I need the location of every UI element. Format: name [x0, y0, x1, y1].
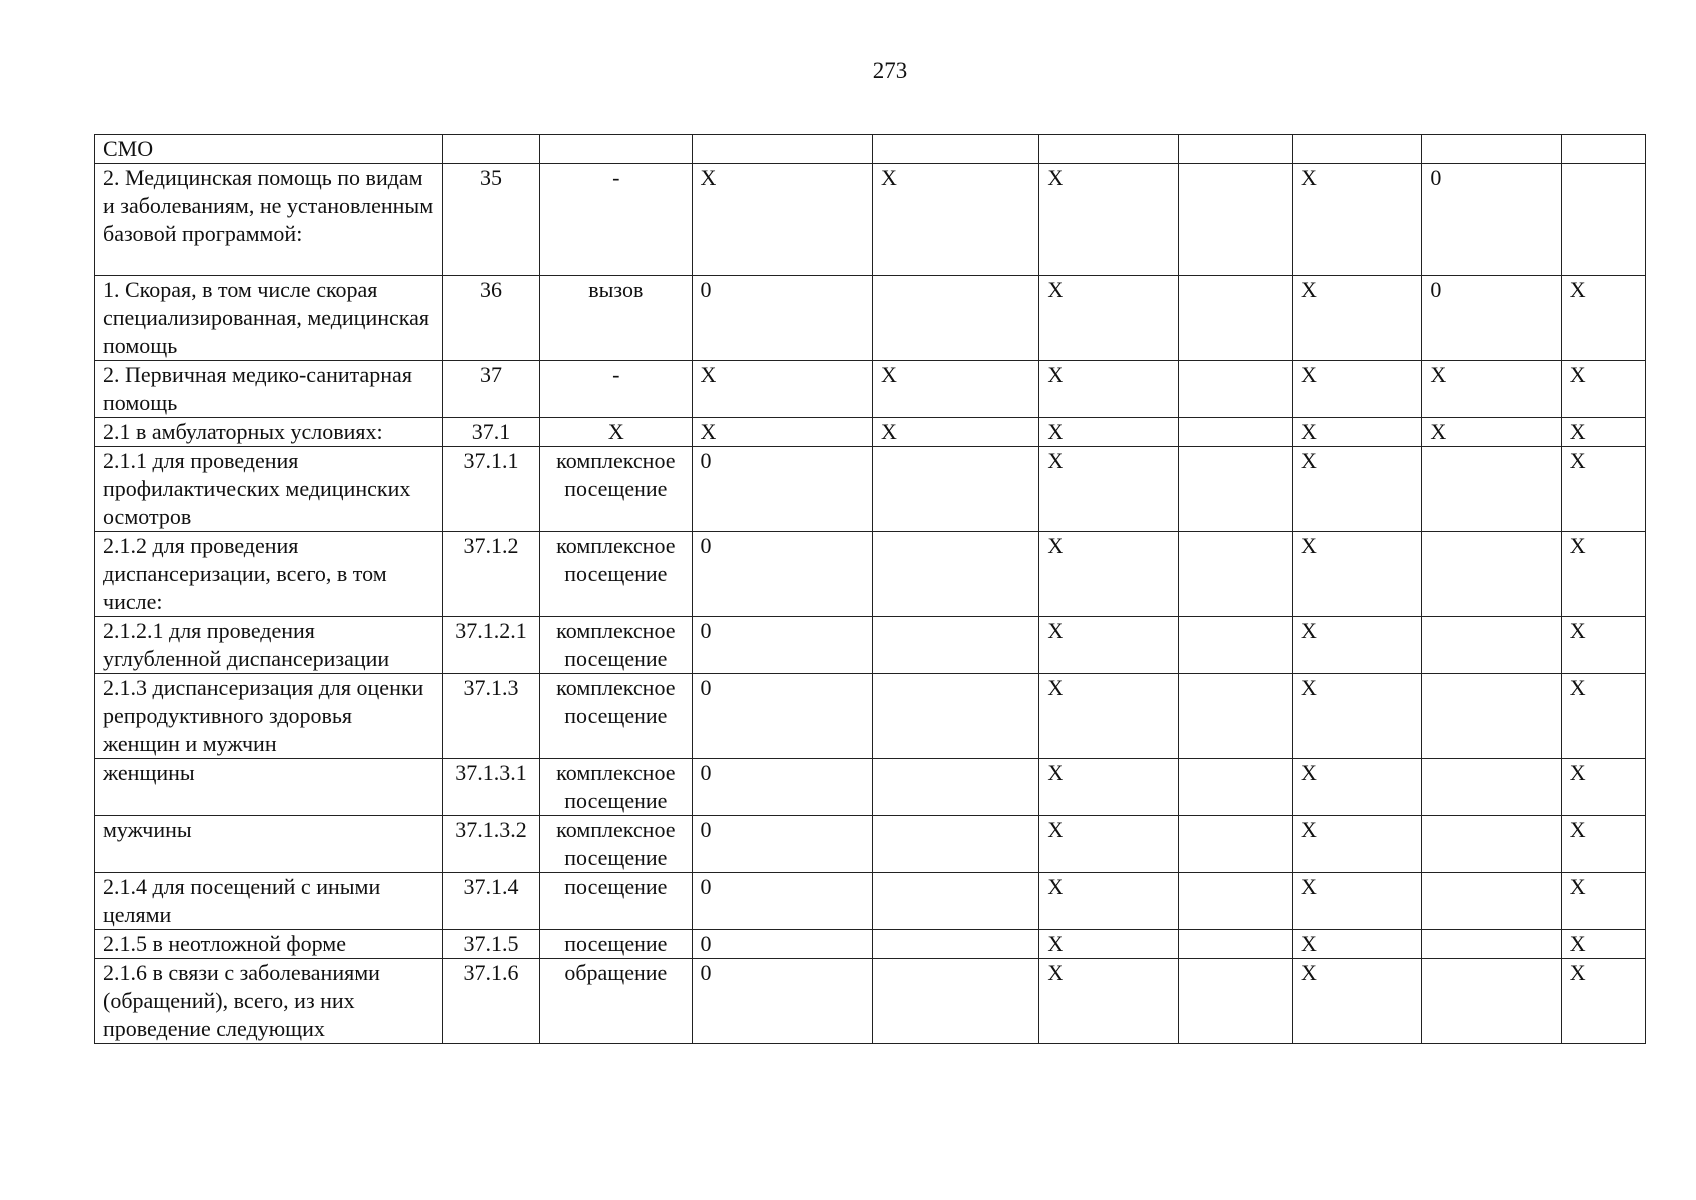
- row-col6-cell: [1422, 873, 1561, 930]
- row-col4-cell: [1178, 418, 1292, 447]
- row-code-cell: 36: [442, 276, 539, 361]
- row-name-cell: СМО: [95, 135, 443, 164]
- table-row: [95, 816, 1646, 873]
- row-col2-cell: [872, 276, 1038, 361]
- row-col2-cell: [872, 447, 1038, 532]
- row-col3-cell: Х: [1039, 532, 1178, 617]
- table-row: [95, 135, 1646, 164]
- row-col1-cell: 0: [692, 532, 872, 617]
- row-name-cell: 2.1.1 для проведения профилактических медицинских осмотров: [95, 447, 443, 532]
- row-code-cell: [442, 135, 539, 164]
- page-number: 273: [872, 58, 908, 83]
- row-col5-cell: Х: [1293, 674, 1422, 759]
- row-col4-cell: [1178, 873, 1292, 930]
- row-unit-cell: обращение: [540, 959, 692, 1044]
- row-col5-cell: [1293, 135, 1422, 164]
- row-col7-cell: [1561, 164, 1645, 276]
- row-code-cell: 37.1.2: [442, 532, 539, 617]
- row-unit-cell: комплексное посещение: [540, 816, 692, 873]
- row-name-cell: 2.1.4 для посещений с иными целями: [95, 873, 443, 930]
- row-code-cell: 35: [442, 164, 539, 276]
- row-col2-cell: [872, 759, 1038, 816]
- row-unit-cell: вызов: [540, 276, 692, 361]
- row-col3-cell: Х: [1039, 361, 1178, 418]
- row-code-cell: 37: [442, 361, 539, 418]
- row-col7-cell: Х: [1561, 447, 1645, 532]
- row-name-cell: 2.1 в амбулаторных условиях:: [95, 418, 443, 447]
- row-col4-cell: [1178, 617, 1292, 674]
- row-name-cell: 2.1.5 в неотложной форме: [95, 930, 443, 959]
- row-col6-cell: [1422, 759, 1561, 816]
- row-col5-cell: Х: [1293, 617, 1422, 674]
- row-name-cell: 2. Медицинская помощь по видам и заболеваниям, не установленным базовой программой:: [95, 164, 443, 276]
- row-col1-cell: 0: [692, 959, 872, 1044]
- row-col7-cell: Х: [1561, 873, 1645, 930]
- row-col1-cell: 0: [692, 447, 872, 532]
- row-name-cell: 2. Первичная медико-санитарная помощь: [95, 361, 443, 418]
- table-row: [95, 276, 1646, 361]
- row-col3-cell: Х: [1039, 959, 1178, 1044]
- row-col1-cell: Х: [692, 164, 872, 276]
- row-col2-cell: [872, 532, 1038, 617]
- row-code-cell: 37.1.6: [442, 959, 539, 1044]
- row-name-cell: 2.1.2.1 для проведения углубленной диспансеризации: [95, 617, 443, 674]
- table-row: [95, 532, 1646, 617]
- row-code-cell: 37.1.1: [442, 447, 539, 532]
- row-col1-cell: 0: [692, 674, 872, 759]
- row-col4-cell: [1178, 816, 1292, 873]
- row-col1-cell: Х: [692, 418, 872, 447]
- row-col5-cell: Х: [1293, 361, 1422, 418]
- row-col7-cell: Х: [1561, 361, 1645, 418]
- row-name-cell: мужчины: [95, 816, 443, 873]
- row-col5-cell: Х: [1293, 276, 1422, 361]
- row-col6-cell: 0: [1422, 164, 1561, 276]
- row-col3-cell: [1039, 135, 1178, 164]
- row-col3-cell: Х: [1039, 617, 1178, 674]
- row-unit-cell: [540, 135, 692, 164]
- row-col4-cell: [1178, 135, 1292, 164]
- row-col7-cell: Х: [1561, 532, 1645, 617]
- row-unit-cell: комплексное посещение: [540, 447, 692, 532]
- row-col4-cell: [1178, 674, 1292, 759]
- row-col3-cell: Х: [1039, 759, 1178, 816]
- row-col4-cell: [1178, 959, 1292, 1044]
- row-col2-cell: [872, 873, 1038, 930]
- row-col3-cell: Х: [1039, 873, 1178, 930]
- table-row: [95, 759, 1646, 816]
- row-col7-cell: [1561, 135, 1645, 164]
- row-col4-cell: [1178, 930, 1292, 959]
- row-col3-cell: Х: [1039, 816, 1178, 873]
- row-unit-cell: комплексное посещение: [540, 759, 692, 816]
- row-col7-cell: Х: [1561, 959, 1645, 1044]
- row-col1-cell: 0: [692, 276, 872, 361]
- row-col3-cell: Х: [1039, 418, 1178, 447]
- row-col6-cell: Х: [1422, 418, 1561, 447]
- row-col5-cell: Х: [1293, 816, 1422, 873]
- row-col6-cell: [1422, 816, 1561, 873]
- row-col2-cell: [872, 135, 1038, 164]
- table-row: [95, 617, 1646, 674]
- table-row: [95, 361, 1646, 418]
- row-name-cell: женщины: [95, 759, 443, 816]
- row-col5-cell: Х: [1293, 418, 1422, 447]
- row-col6-cell: [1422, 447, 1561, 532]
- table-row: [95, 873, 1646, 930]
- row-col5-cell: Х: [1293, 532, 1422, 617]
- table-row: [95, 447, 1646, 532]
- row-col7-cell: Х: [1561, 930, 1645, 959]
- row-unit-cell: Х: [540, 418, 692, 447]
- row-col7-cell: Х: [1561, 617, 1645, 674]
- row-col3-cell: Х: [1039, 276, 1178, 361]
- row-col5-cell: Х: [1293, 959, 1422, 1044]
- row-code-cell: 37.1.3: [442, 674, 539, 759]
- table-row: [95, 674, 1646, 759]
- row-code-cell: 37.1.4: [442, 873, 539, 930]
- row-col6-cell: [1422, 135, 1561, 164]
- row-code-cell: 37.1.2.1: [442, 617, 539, 674]
- row-col6-cell: Х: [1422, 361, 1561, 418]
- row-unit-cell: посещение: [540, 930, 692, 959]
- row-unit-cell: -: [540, 361, 692, 418]
- row-code-cell: 37.1.3.2: [442, 816, 539, 873]
- row-unit-cell: посещение: [540, 873, 692, 930]
- row-col7-cell: Х: [1561, 276, 1645, 361]
- data-table: [94, 134, 1646, 1044]
- row-col6-cell: [1422, 930, 1561, 959]
- row-col3-cell: Х: [1039, 164, 1178, 276]
- row-col1-cell: [692, 135, 872, 164]
- row-col5-cell: Х: [1293, 873, 1422, 930]
- row-unit-cell: комплексное посещение: [540, 617, 692, 674]
- table-row: [95, 418, 1646, 447]
- row-col2-cell: [872, 674, 1038, 759]
- row-col2-cell: [872, 816, 1038, 873]
- row-col2-cell: [872, 959, 1038, 1044]
- row-col6-cell: [1422, 532, 1561, 617]
- row-col6-cell: [1422, 617, 1561, 674]
- row-unit-cell: комплексное посещение: [540, 532, 692, 617]
- row-col1-cell: Х: [692, 361, 872, 418]
- row-name-cell: 2.1.2 для проведения диспансеризации, всего, в том числе:: [95, 532, 443, 617]
- row-col3-cell: Х: [1039, 447, 1178, 532]
- row-col5-cell: Х: [1293, 930, 1422, 959]
- row-col3-cell: Х: [1039, 930, 1178, 959]
- table-row: [95, 930, 1646, 959]
- row-col6-cell: 0: [1422, 276, 1561, 361]
- table-row: [95, 164, 1646, 276]
- row-col1-cell: 0: [692, 816, 872, 873]
- row-col5-cell: Х: [1293, 759, 1422, 816]
- table-row: [95, 959, 1646, 1044]
- row-col1-cell: 0: [692, 873, 872, 930]
- row-col2-cell: [872, 930, 1038, 959]
- row-col1-cell: 0: [692, 930, 872, 959]
- row-col4-cell: [1178, 447, 1292, 532]
- row-col2-cell: Х: [872, 361, 1038, 418]
- row-col4-cell: [1178, 276, 1292, 361]
- row-col5-cell: Х: [1293, 447, 1422, 532]
- row-name-cell: 1. Скорая, в том числе скорая специализированная, медицинская помощь: [95, 276, 443, 361]
- row-col7-cell: Х: [1561, 759, 1645, 816]
- row-name-cell: 2.1.6 в связи с заболеваниями (обращений), всего, из них проведение следующих: [95, 959, 443, 1044]
- row-col4-cell: [1178, 164, 1292, 276]
- row-code-cell: 37.1.3.1: [442, 759, 539, 816]
- row-name-cell: 2.1.3 диспансеризация для оценки репродуктивного здоровья женщин и мужчин: [95, 674, 443, 759]
- row-col7-cell: Х: [1561, 674, 1645, 759]
- row-col6-cell: [1422, 674, 1561, 759]
- row-col2-cell: Х: [872, 418, 1038, 447]
- row-col5-cell: Х: [1293, 164, 1422, 276]
- row-col7-cell: Х: [1561, 816, 1645, 873]
- row-col4-cell: [1178, 532, 1292, 617]
- row-col2-cell: Х: [872, 164, 1038, 276]
- row-code-cell: 37.1.5: [442, 930, 539, 959]
- row-col4-cell: [1178, 361, 1292, 418]
- row-col3-cell: Х: [1039, 674, 1178, 759]
- row-col1-cell: 0: [692, 617, 872, 674]
- row-col7-cell: Х: [1561, 418, 1645, 447]
- row-col6-cell: [1422, 959, 1561, 1044]
- row-unit-cell: комплексное посещение: [540, 674, 692, 759]
- row-code-cell: 37.1: [442, 418, 539, 447]
- row-col1-cell: 0: [692, 759, 872, 816]
- row-col2-cell: [872, 617, 1038, 674]
- row-col4-cell: [1178, 759, 1292, 816]
- row-unit-cell: -: [540, 164, 692, 276]
